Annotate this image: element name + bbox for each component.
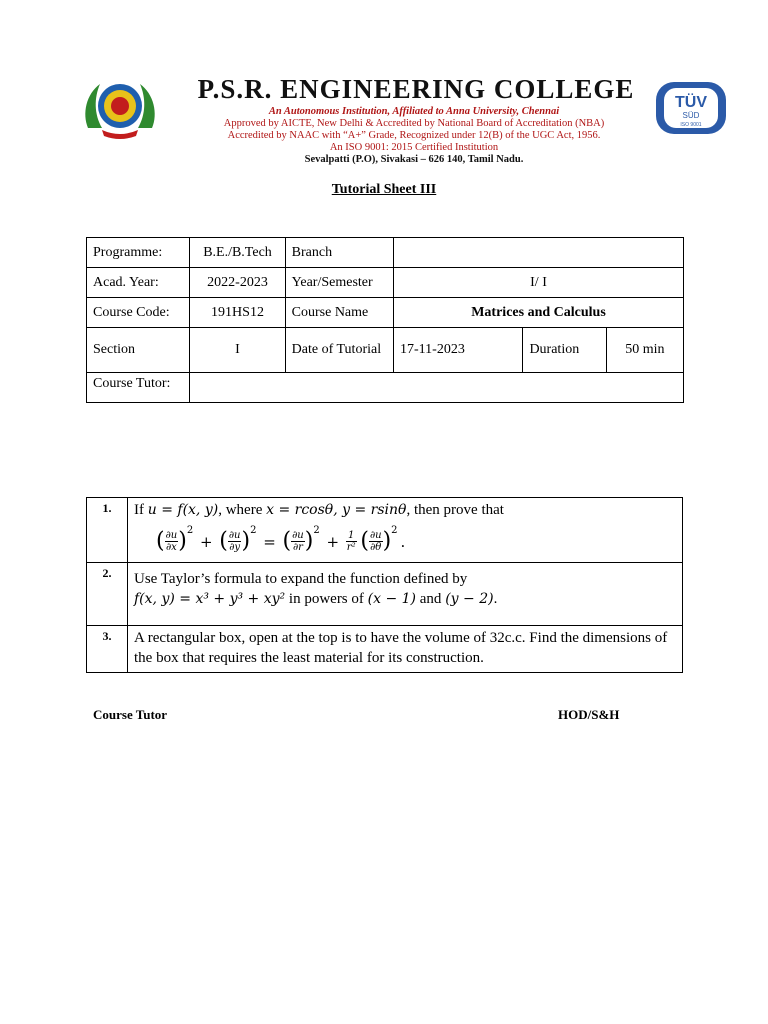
eq-du-1: ∂u <box>165 530 178 542</box>
duration-label: Duration <box>523 328 606 373</box>
date-of-tutorial-value: 17-11-2023 <box>394 328 523 373</box>
question-1-text-a: If <box>134 502 148 518</box>
eq-sq-1: 2 <box>186 525 194 536</box>
question-number: 2. <box>87 563 128 626</box>
question-row <box>87 563 683 626</box>
college-subtitle: An Autonomous Institution, Affiliated to Anna University, Chennai <box>268 106 560 117</box>
eq-sq-2: 2 <box>250 525 257 536</box>
section-value: I <box>190 328 285 373</box>
questions-table <box>86 497 683 673</box>
question-2-math-a: f(x, y) = x³ + y³ + xy² <box>134 591 286 607</box>
course-code-value: 191HS12 <box>190 298 285 328</box>
college-header <box>72 70 732 165</box>
sheet-title: Tutorial Sheet III <box>331 182 437 197</box>
question-1-math-a: u = f(x, y) <box>147 502 219 518</box>
acad-year-value: 2022-2023 <box>190 268 285 298</box>
branch-label: Branch <box>285 238 393 268</box>
question-2-text-c: and <box>416 591 446 607</box>
eq-sq-3: 2 <box>313 525 320 536</box>
question-number: 3. <box>87 626 128 673</box>
course-tutor-label: Course Tutor: <box>87 373 190 403</box>
year-semester-value: I/ I <box>394 268 684 298</box>
question-2-line-1: Use Taylor’s formula to expand the function defined by <box>134 571 468 587</box>
question-text <box>128 563 683 626</box>
tuv-logo-text: TÜV <box>675 94 707 111</box>
hod-signature-label: HOD/S&H <box>558 707 620 722</box>
eq-plus-2: + <box>326 532 340 551</box>
course-tutor-value <box>190 373 684 403</box>
eq-du-2: ∂u <box>228 530 241 542</box>
question-1-equation: ( $\frac{\partial u}{\partial x}$ )$^2$ + ( $\frac{\partial u}{\partial y}$ )$^2$ = ( $\frac{\partial u}{\partial r}$ )$^2$ + $\frac{1}{\text{r²}}$ ( $\frac{\partial u}{\partial\theta}$ )$^2$. <box>156 525 406 554</box>
section-label: Section <box>87 328 190 373</box>
eq-du-4: ∂u <box>369 530 382 542</box>
question-1-math-b: x = rcosθ, y = rsinθ <box>266 502 407 518</box>
question-2-math-c: (y − 2) <box>445 591 494 607</box>
question-1-text-b: , where <box>218 502 267 518</box>
eq-du-3: ∂u <box>292 530 304 542</box>
eq-dtheta: ∂θ <box>370 542 382 554</box>
eq-dx: ∂x <box>166 542 177 554</box>
course-code-label: Course Code: <box>87 298 190 328</box>
college-address: Sevalpatti (P.O), Sivakasi – 626 140, Tamil Nadu. <box>304 154 524 165</box>
eq-dr: ∂r <box>292 542 303 554</box>
course-info-table <box>86 237 684 403</box>
question-text <box>128 498 683 563</box>
question-2-text-b: in powers of <box>285 591 368 607</box>
programme-label: Programme: <box>87 238 190 268</box>
iso-line: An ISO 9001: 2015 Certified Institution <box>329 142 499 153</box>
branch-value <box>394 238 684 268</box>
question-2-text-d: . <box>493 591 498 607</box>
accreditation-line-2: Accredited by NAAC with “A+” Grade, Recognized under 12(B) of the UGC Act, 1956. <box>227 130 601 141</box>
question-2-math-b: (x − 1) <box>367 591 417 607</box>
year-semester-label: Year/Semester <box>285 268 393 298</box>
question-1-text-c: , then prove that <box>406 502 504 518</box>
date-of-tutorial-label: Date of Tutorial <box>285 328 393 373</box>
eq-r2: r² <box>346 542 356 554</box>
sud-logo-text: SÜD <box>682 111 700 120</box>
iso-logo-text: ISO 9001 <box>680 122 702 128</box>
college-name: P.S.R. ENGINEERING COLLEGE <box>197 74 635 104</box>
course-name-label: Course Name <box>285 298 393 328</box>
eq-plus-1: + <box>199 532 213 551</box>
eq-one: 1 <box>346 530 357 542</box>
course-tutor-signature-label: Course Tutor <box>93 707 168 722</box>
duration-value: 50 min <box>606 328 683 373</box>
tuv-certification-logo <box>654 80 728 136</box>
course-name-value: Matrices and Calculus <box>394 298 684 328</box>
eq-end: . <box>400 532 406 551</box>
question-2-line-2 <box>134 589 676 609</box>
accreditation-line-1: Approved by AICTE, New Delhi & Accredited by National Board of Accreditation (NBA) <box>223 118 605 129</box>
eq-equals: = <box>263 532 276 551</box>
question-text: A rectangular box, open at the top is to have the volume of 32c.c. Find the dimensions of the box that requires the least material for its construction. <box>128 626 683 673</box>
question-row <box>87 626 683 673</box>
acad-year-label: Acad. Year: <box>87 268 190 298</box>
college-emblem-icon <box>80 76 160 140</box>
question-number: 1. <box>87 498 128 563</box>
question-row <box>87 498 683 563</box>
programme-value: B.E./B.Tech <box>190 238 285 268</box>
eq-dy: ∂y <box>229 542 241 554</box>
eq-sq-4: 2 <box>391 525 398 536</box>
